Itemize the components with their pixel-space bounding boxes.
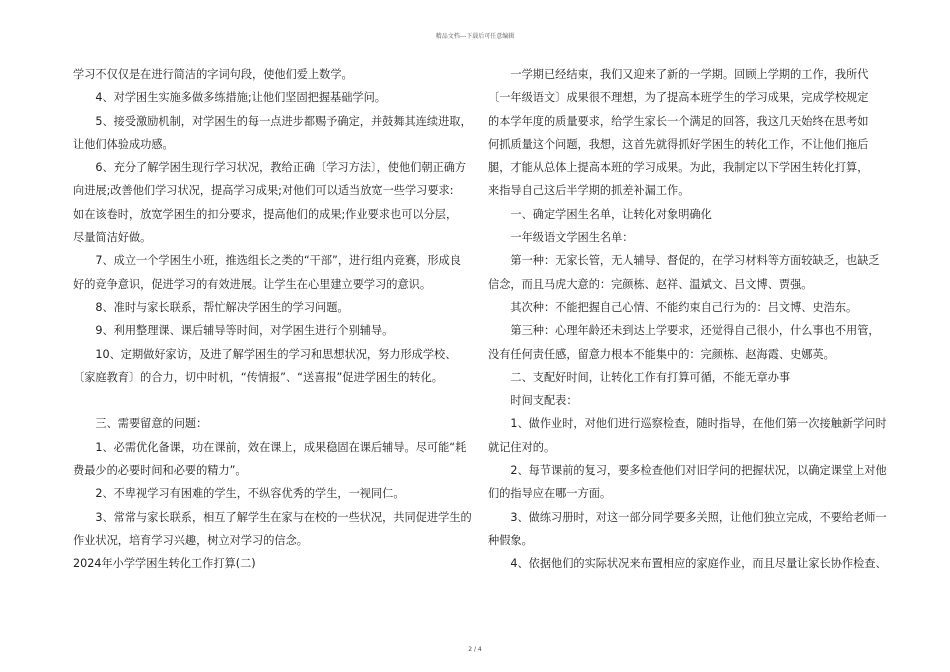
text-line: 2、不卑视学习有困难的学生，不纵容优秀的学生，一视同仁。 (73, 487, 405, 501)
text-line: 4、依据他们的实际状况来布置相应的家庭作业，而且尽量让家长协作检查、 (488, 557, 887, 571)
text-line: 就记住对的。 (488, 440, 556, 454)
text-line: 学习不仅仅是在进行简洁的字词句段，使他们爱上数学。 (73, 68, 353, 81)
text-line: 腿，才能从总体上提高本班的学习成果。为此，我制定以下学困生转化打算， (488, 161, 869, 175)
text-line: 2、每节课前的复习，要多检查他们对旧学问的把握状况，以确定课堂上对他 (488, 464, 887, 478)
text-line: 1、做作业时，对他们进行巡察检查，随时指导，在他们第一次接触新学问时 (488, 417, 887, 431)
text-line: 一、确定学困生名单，让转化对象明确化 (488, 207, 712, 221)
text-line: 第三种：心理年龄还未到达上学要求，还觉得自己很小，什么事也不用管， (488, 324, 880, 338)
right-column (488, 63, 887, 576)
text-line: 向进展;改善他们学习状况，提高学习成果;对他们可以适当放宽一些学习要求: (73, 184, 454, 198)
text-line: 让他们体验成功感。 (73, 137, 174, 151)
text-line: 其次种：不能把握自己心情、不能约束自己行为的：吕文博、史浩东。 (488, 300, 858, 314)
text-line: 尽量简洁好做。 (73, 231, 152, 245)
text-line: 时间支配表： (488, 394, 578, 408)
text-line: 何抓质量这个问题，我想，这首先就得抓好学困生的转化工作，不让他们拖后 (488, 137, 869, 151)
text-line: 三、需要留意的问题： (73, 417, 208, 431)
text-line: 来指导自己这后半学期的抓差补漏工作。 (488, 184, 690, 198)
text-line: 好的竞争意识，促进学习的有效进展。让学生在心里建立要学习的意识。 (73, 277, 432, 291)
text-line: 6、充分了解学困生现行学习状况，教给正确〔学习方法〕，使他们朝正确方 (73, 161, 467, 175)
text-line: 8、准时与家长联系，帮忙解决学困生的学习问题。 (73, 300, 349, 314)
text-line: 4、对学困生实施多做多练措施;让他们坚固把握基础学问。 (73, 91, 386, 105)
text-line: 的本学年度的质量要求，给学生家长一个满足的回答，我这几天始终在思考如 (488, 114, 869, 128)
text-line: 1、必需优化备课，功在课前，效在课上，成果稳固在课后辅导。尽可能“耗 (73, 440, 467, 454)
text-line: 没有任何责任感，留意力根本不能集中的：完颜栋、赵海霞、史娜英。 (488, 347, 835, 361)
text-line: 5、接受激励机制，对学困生的每一点进步都赐予确定，并鼓舞其连续进取， (73, 114, 472, 128)
text-line: 作业状况，培育学习兴趣，树立对学习的信念。 (73, 533, 308, 547)
left-column (73, 63, 472, 576)
text-line (73, 389, 463, 412)
text-line: 10、定期做好家访，及进了解学困生的学习和思想状况，努力形成学校、 (73, 347, 457, 361)
text-line: 如在该卷时，放宽学困生的扣分要求，提高他们的成果;作业要求也可以分层， (73, 207, 458, 221)
text-line: 信念，而且马虎大意的：完颜栋、赵祥、温斌文、吕文博、贾强。 (488, 277, 813, 291)
text-line: 9、利用整理课、课后辅导等时间，对学困生进行个别辅导。 (73, 324, 394, 338)
page-number: 2 / 4 (468, 646, 482, 653)
text-line: 一学期已经结束，我们又迎来了新的一学期。回顾上学期的工作，我所代 (488, 68, 869, 81)
text-line: 〔一年级语文〕成果很不理想，为了提高本班学生的学习成果，完成学校规定 (488, 91, 869, 105)
text-line: 3、做练习册时，对这一部分同学要多关照，让他们独立完成，不要给老师一 (488, 510, 887, 524)
text-line: 7、成立一个学困生小班，推选组长之类的“干部”，进行组内竞赛，形成良 (73, 254, 461, 268)
text-line: 第一种：无家长管，无人辅导、督促的，在学习材料等方面较缺乏，也缺乏 (488, 254, 880, 268)
text-line: 们的指导应在哪一方面。 (488, 487, 612, 501)
text-line: 二、支配好时间，让转化工作有打算可循，不能无章办事 (488, 370, 791, 384)
text-line: 〔家庭教育〕的合力，切中时机，“传情报”、“送喜报”促进学困生的转化。 (73, 370, 443, 384)
text-line: 费最少的必要时间和必要的精力”。 (73, 464, 247, 478)
text-line: 一年级语文学困生名单： (488, 231, 634, 245)
text-line: 3、常常与家长联系，相互了解学生在家与在校的一些状况，共同促进学生的 (73, 510, 472, 524)
text-line: 种假象。 (488, 533, 533, 547)
text-line: 2024年小学学困生转化工作打算(二) (73, 557, 256, 571)
page-header: 精品文档---下载后可任意编辑 (435, 33, 515, 40)
